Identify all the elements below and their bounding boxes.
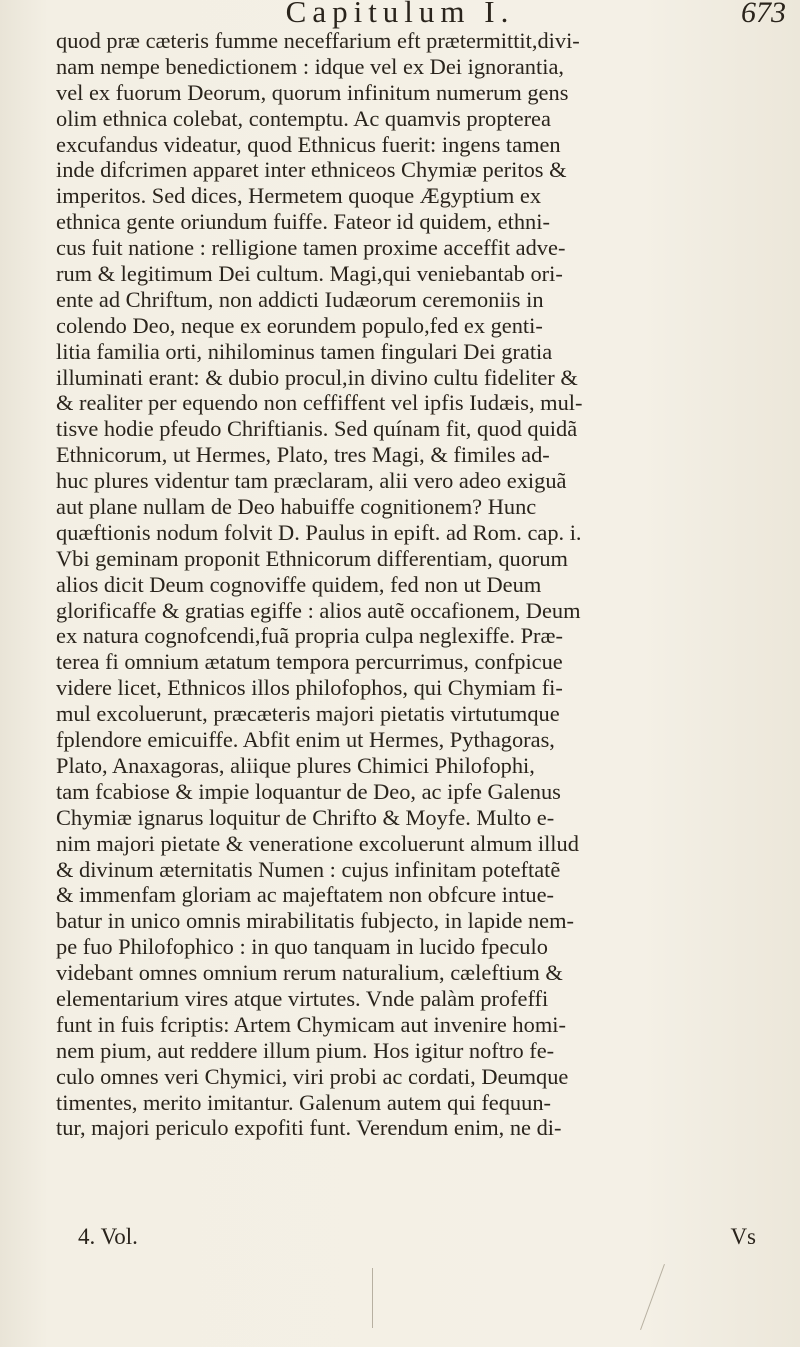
text-line: rum & legitimum Dei cultum. Magi,qui veniebantab ori- <box>56 261 563 287</box>
text-line: olim ethnica colebat, contemptu. Ac quamvis propterea <box>56 105 551 131</box>
text-line: ente ad Chriftum, non addicti Iudæorum ceremoniis in <box>56 286 544 312</box>
text-line: pe fuo Philofophico : in quo tanquam in lucido fpeculo <box>56 934 548 960</box>
text-line: & realiter per equendo non ceffiffent vel ipfis Iudæis, mul- <box>56 390 583 416</box>
signature-mark: 4. Vol. <box>78 1224 138 1249</box>
text-line: glorificaffe & gratias egiffe : alios autẽ occafionem, Deum <box>56 597 581 623</box>
text-line: tur, majori periculo expofiti funt. Verendum enim, ne di- <box>56 1115 562 1141</box>
text-line: fplendore emicuiffe. Abfit enim ut Hermes, Pythagoras, <box>56 727 555 753</box>
text-line: vel ex fuorum Deorum, quorum infinitum numerum gens <box>56 79 569 105</box>
text-line: litia familia orti, nihilominus tamen fingulari Dei gratia <box>56 338 553 364</box>
text-line: ethnica gente oriundum fuiffe. Fateor id quidem, ethni- <box>56 209 550 235</box>
body-text <box>56 28 784 1141</box>
text-line: batur in unico omnis mirabilitatis fubjecto, in lapide nem- <box>56 908 574 934</box>
text-line: nim majori pietate & veneratione excoluerunt almum illud <box>56 830 579 856</box>
text-line: inde difcrimen apparet inter ethniceos Chymiæ peritos & <box>56 157 567 183</box>
text-line: huc plures videntur tam præclaram, alii vero adeo exiguã <box>56 468 567 494</box>
running-head: Capitulum I. <box>285 0 515 29</box>
text-line: & divinum æternitatis Numen : cujus infinitam poteftatẽ <box>56 856 561 882</box>
text-line: videre licet, Ethnicos illos philofophos, qui Chymiam fi- <box>56 675 563 701</box>
text-line: tisve hodie pfeudo Chriftianis. Sed quínam fit, quod quidã <box>56 416 578 442</box>
text-line: culo omnes veri Chymici, viri probi ac cordati, Deumque <box>56 1063 569 1089</box>
text-line: Chymiæ ignarus loquitur de Chrifto & Moyfe. Multo e- <box>56 804 555 830</box>
page-number: 673 <box>741 0 786 29</box>
text-line: Plato, Anaxagoras, aliique plures Chimici Philofophi, <box>56 752 535 778</box>
text-line: alios dicit Deum cognoviffe quidem, fed non ut Deum <box>56 571 542 597</box>
text-line: illuminati erant: & dubio procul,in divino cultu fideliter & <box>56 364 578 390</box>
text-line: nam nempe benedictionem : idque vel ex Dei ignorantia, <box>56 53 564 79</box>
text-line: mul excoluerunt, præcæteris majori pietatis virtutumque <box>56 701 560 727</box>
text-line: videbant omnes omnium rerum naturalium, cæleftium & <box>56 960 563 986</box>
page-footer <box>56 1224 784 1254</box>
text-line: Vbi geminam proponit Ethnicorum differentiam, quorum <box>56 545 568 571</box>
text-line: aut plane nullam de Deo habuiffe cognitionem? Hunc <box>56 494 537 520</box>
text-line: & immenfam gloriam ac majeftatem non obfcure intue- <box>56 882 555 908</box>
text-line: Ethnicorum, ut Hermes, Plato, tres Magi, & fimiles ad- <box>56 442 550 468</box>
text-line: imperitos. Sed dices, Hermetem quoque Ægyptium ex <box>56 183 542 209</box>
text-line: cus fuit natione : relligione tamen proxime acceffit adve- <box>56 235 566 261</box>
text-line: nem pium, aut reddere illum pium. Hos igitur noftro fe- <box>56 1037 555 1063</box>
text-line: quæftionis nodum folvit D. Paulus in epift. ad Rom. cap. i. <box>56 519 582 545</box>
fold-mark <box>372 1268 373 1328</box>
text-line: terea fi omnium ætatum tempora percurrimus, confpicue <box>56 649 563 675</box>
text-line: ex natura cognofcendi,fuã propria culpa neglexiffe. Præ- <box>56 623 563 649</box>
text-line: colendo Deo, neque ex eorundem populo,fed ex genti- <box>56 312 543 338</box>
text-line: timentes, merito imitantur. Galenum autem qui fequun- <box>56 1089 551 1115</box>
catchword: Vs <box>730 1224 756 1249</box>
text-line: tam fcabiose & impie loquantur de Deo, ac ipfe Galenus <box>56 778 561 804</box>
text-line: excufandus videatur, quod Ethnicus fuerit: ingens tamen <box>56 131 561 157</box>
text-line: elementarium vires atque virtutes. Vnde palàm profeffi <box>56 985 549 1011</box>
text-line: quod præ cæteris fumme neceffarium eft prætermittit,divi- <box>56 28 580 53</box>
fold-mark <box>640 1264 665 1330</box>
text-line: funt in fuis fcriptis: Artem Chymicam aut invenire homi- <box>56 1011 566 1037</box>
